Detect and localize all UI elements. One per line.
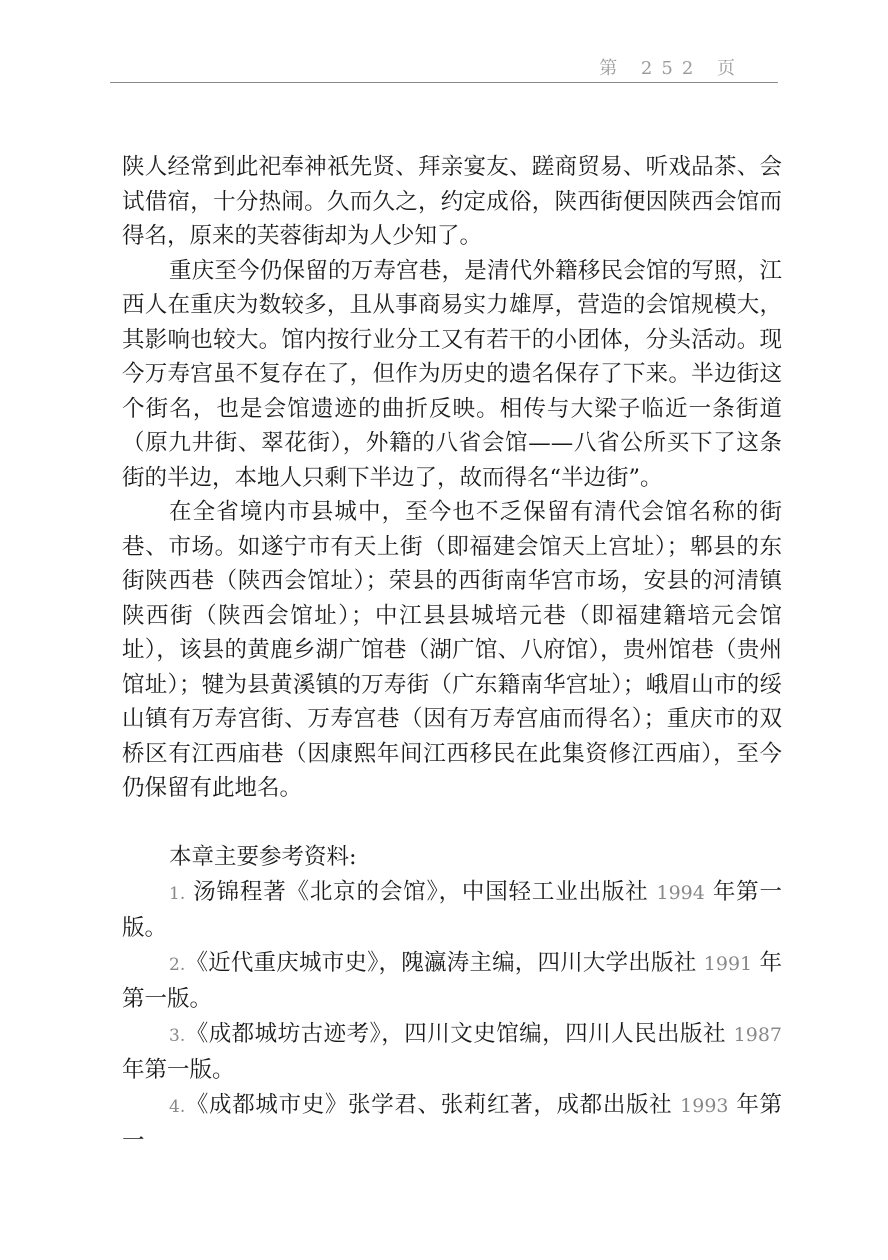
reference-number: 1.: [169, 883, 186, 904]
page-body: [122, 150, 782, 1159]
reference-item: [122, 1088, 782, 1159]
reference-number: 4.: [169, 1096, 186, 1117]
reference-text: 《成都城市史》张学君、张莉红著，成都出版社: [185, 1091, 681, 1118]
reference-number: 2.: [169, 954, 186, 975]
reference-text-end: 年第一版。: [122, 878, 782, 941]
reference-text-end: 年第一版。: [122, 949, 782, 1012]
references-heading: 本章主要参考资料:: [169, 844, 357, 870]
body-paragraph: 在全省境内市县城中，至今也不乏保留有清代会馆名称的街巷、市场。如遂宁市有天上街（即福建会馆天上宫址）；郫县的东街陕西巷（陕西会馆址）；荣县的西街南华宫市场，安县的河清镇陕西街（陕西会馆址）；中江县县城培元巷（即福建籍培元会馆址），该县的黄鹿乡湖广馆巷（湖广馆、八府馆），贵州馆巷（贵州馆址）；犍为县黄溪镇的万寿街（广东籍南华宫址）；峨眉山市的绥山镇有万寿宫街、万寿宫巷（因有万寿宫庙而得名）；重庆市的双桥区有江西庙巷（因康熙年间江西移民在此集资修江西庙），至今仍保留有此地名。: [122, 499, 782, 801]
reference-text: 《成都城坊古迹考》，四川文史馆编，四川人民出版社: [185, 1020, 734, 1047]
reference-item: [122, 875, 782, 946]
reference-text: 《近代重庆城市史》，隗瀛涛主编，四川大学出版社: [185, 949, 704, 976]
reference-number: 3.: [169, 1025, 186, 1046]
body-paragraph: 陕人经常到此祀奉神祇先贤、拜亲宴友、蹉商贸易、听戏品茶、会试借宿，十分热闹。久而久之，约定成俗，陕西街便因陕西会馆而得名，原来的芙蓉街却为人少知了。: [122, 154, 782, 249]
reference-year: 1993: [680, 1094, 729, 1117]
reference-text: 汤锦程著《北京的会馆》，中国轻工业出版社: [185, 878, 657, 905]
page-number: 第 252 页: [599, 58, 744, 79]
reference-year: 1994: [656, 881, 705, 904]
reference-item: [122, 1017, 782, 1088]
body-paragraph: 重庆至今仍保留的万寿宫巷，是清代外籍移民会馆的写照，江西人在重庆为数较多，且从事商易实力雄厚，营造的会馆规模大，其影响也较大。馆内按行业分工又有若干的小团体，分头活动。现今万寿宫虽不复存在了，但作为历史的遗名保存了下来。半边街这个街名，也是会馆遗迹的曲折反映。相传与大梁子临近一条街道（原九井街、翠花街），外籍的八省会馆——八省公所买下了这条街的半边，本地人只剩下半边了，故而得名“半边街”。: [122, 257, 782, 491]
reference-text-end: 年第一: [122, 1091, 782, 1154]
reference-text-end: 年第一版。: [122, 1057, 235, 1083]
reference-item: [122, 946, 782, 1017]
reference-year: 1991: [703, 952, 753, 975]
page-header: [110, 48, 778, 83]
reference-year: 1987: [733, 1023, 782, 1046]
